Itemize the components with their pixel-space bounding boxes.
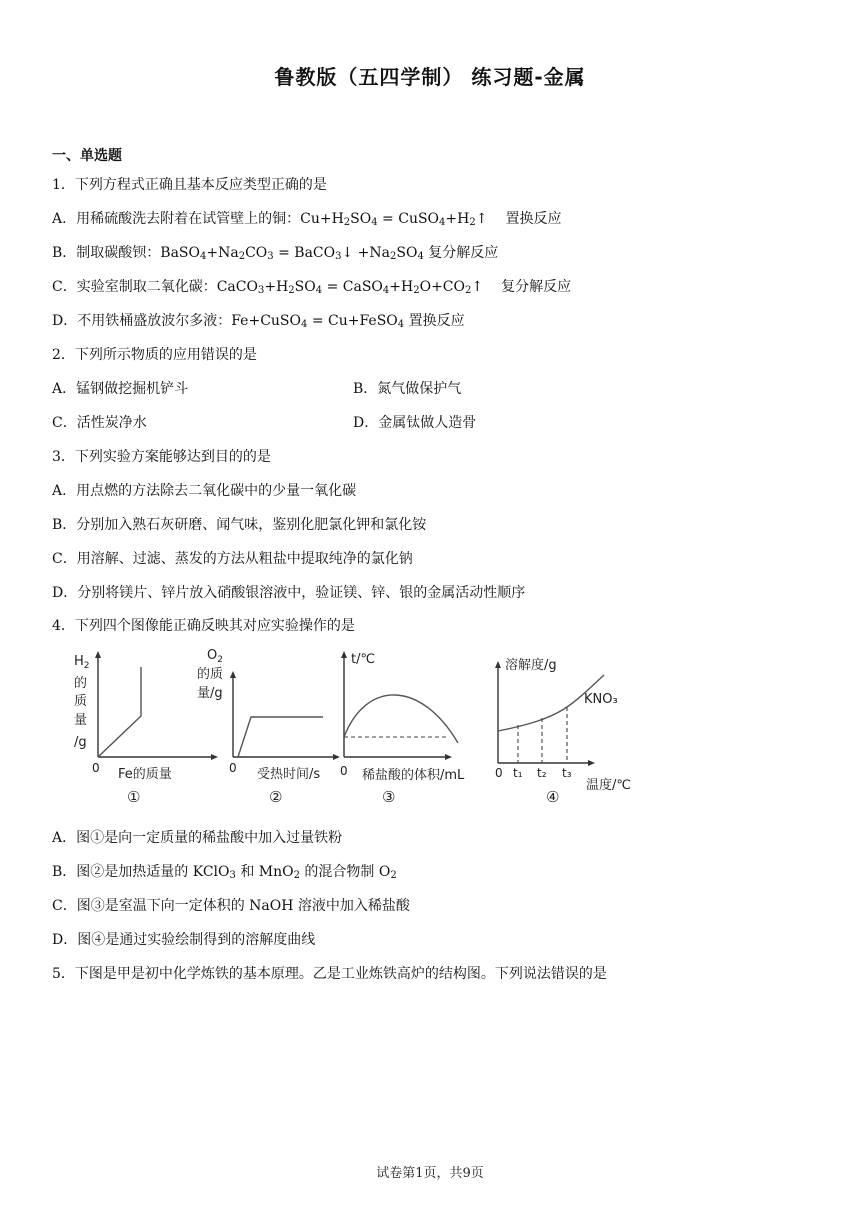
q1-option-b[interactable]: B．制取碳酸钡：$BaSO_4+Na_2CO_3$ = BaCO$_3$↓ $+Na_2SO_4$ 复分解反应 (52, 245, 499, 262)
page-title: 鲁教版（五四学制） 练习题-金属 (274, 65, 586, 89)
graph-3-xlabel: 稀盐酸的体积/mL (362, 768, 465, 783)
graph-3-x-arrow (445, 754, 452, 760)
q3-option-c[interactable]: C．用溶解、过滤、蒸发的方法从粗盐中提取纯净的氯化钠 (52, 551, 413, 567)
graph-4-ylabel: 溶解度/g (505, 658, 557, 673)
graph-1-xlabel: Fe的质量 (118, 767, 172, 782)
graph-3-number: ③ (382, 788, 396, 806)
q1-option-c[interactable]: C．实验室制取二氧化碳：$CaCO_3+H_2SO_4$ = $CaSO_4+H_2O+CO_2↑$ 复分解反应 (52, 279, 572, 296)
graph-1-ylabel-top: $H_2$ (74, 654, 90, 671)
graph-4-y-arrow (495, 661, 501, 668)
graph-3-ylabel: t/℃ (351, 652, 376, 667)
graph-4-curve-label: KNO₃ (584, 692, 618, 707)
graph-4-t2-label: t₂ (537, 766, 547, 780)
q2-stem: 2．下列所示物质的应用错误的是 (52, 347, 257, 363)
q1-option-a[interactable]: A．用稀硫酸洗去附着在试管壁上的铜：$Cu+H_2SO_4$ = $CuSO_4+H_2↑$ 置换反应 (52, 211, 562, 228)
graph-2-origin: 0 (229, 761, 237, 775)
q4-stem: 4．下列四个图像能正确反映其对应实验操作的是 (52, 618, 355, 634)
q2-option-d[interactable]: D．金属钛做人造骨 (353, 415, 477, 431)
q2-option-b[interactable]: B．氮气做保护气 (353, 381, 462, 397)
graph-4 (495, 657, 631, 806)
graph-3 (340, 651, 465, 806)
q4-option-b[interactable]: B．图②是加热适量的 KClO$_3$ 和 MnO$_2$ 的混合物制 $O_2$ (52, 864, 397, 881)
q3-option-b[interactable]: B．分别加入熟石灰研磨、闻气味，鉴别化肥氯化钾和氯化铵 (52, 517, 427, 533)
graph-2-ylabel-line1: 的质 (197, 667, 224, 682)
graph-4-t1-label: t₁ (513, 766, 523, 780)
q3-stem: 3．下列实验方案能够达到目的的是 (52, 449, 271, 465)
graph-2 (197, 648, 340, 806)
graph-1-origin: 0 (92, 761, 100, 775)
q4-option-c[interactable]: C．图③是室温下向一定体积的 NaOH 溶液中加入稀盐酸 (52, 898, 410, 914)
q2-option-a[interactable]: A．锰钢做挖掘机铲斗 (52, 381, 189, 397)
graph-4-xlabel: 温度/℃ (586, 778, 631, 793)
graph-4-x-arrow (588, 760, 595, 766)
graph-2-xlabel: 受热时间/s (257, 767, 321, 782)
q4-option-d[interactable]: D．图④是通过实验绘制得到的溶解度曲线 (52, 932, 316, 948)
section-heading: 一、单选题 (52, 148, 122, 164)
graph-1-ylabel-line2: 质 (74, 694, 88, 709)
graph-1-number: ① (127, 788, 141, 806)
q3-option-d[interactable]: D．分别将镁片、锌片放入硝酸银溶液中，验证镁、锌、银的金属活动性顺序 (52, 585, 526, 601)
page-footer: 试卷第1页，共9页 (376, 1166, 484, 1181)
graph-1-x-arrow (211, 754, 218, 760)
graph-1-y-arrow (95, 651, 101, 658)
graph-1-curve (98, 667, 141, 757)
graph-1-ylabel-line3: 量 (74, 713, 88, 728)
q3-option-a[interactable]: A．用点燃的方法除去二氧化碳中的少量一氧化碳 (52, 483, 357, 499)
graph-2-curve (238, 717, 323, 757)
graph-3-origin: 0 (340, 764, 348, 778)
graph-4-number: ④ (546, 788, 560, 806)
q4-option-a[interactable]: A．图①是向一定质量的稀盐酸中加入过量铁粉 (52, 830, 343, 846)
graph-1-ylabel-line1: 的 (74, 676, 88, 691)
q4-graphs-figure (66, 645, 656, 810)
graph-4-origin: 0 (495, 766, 503, 780)
graph-2-y-arrow (230, 671, 236, 678)
q1-stem: 1．下列方程式正确且基本反应类型正确的是 (52, 177, 327, 193)
graph-2-number: ② (269, 788, 283, 806)
graph-2-ylabel-top: $O_2$ (207, 648, 223, 665)
graph-2-x-arrow (333, 754, 340, 760)
graph-3-curve (344, 695, 458, 743)
graph-4-t3-label: t₃ (562, 766, 572, 780)
q1-option-d[interactable]: D．不用铁桶盛放波尔多液：Fe+CuSO$_4$ = Cu+FeSO$_4$ 置换反应 (52, 313, 465, 330)
graph-2-ylabel-line2: 量/g (197, 686, 223, 701)
graph-3-y-arrow (341, 651, 347, 658)
graph-1-ylabel-line4: /g (74, 735, 87, 750)
q5-stem: 5．下图是甲是初中化学炼铁的基本原理。乙是工业炼铁高炉的结构图。下列说法错误的是 (52, 966, 607, 982)
q2-option-c[interactable]: C．活性炭净水 (52, 415, 147, 431)
